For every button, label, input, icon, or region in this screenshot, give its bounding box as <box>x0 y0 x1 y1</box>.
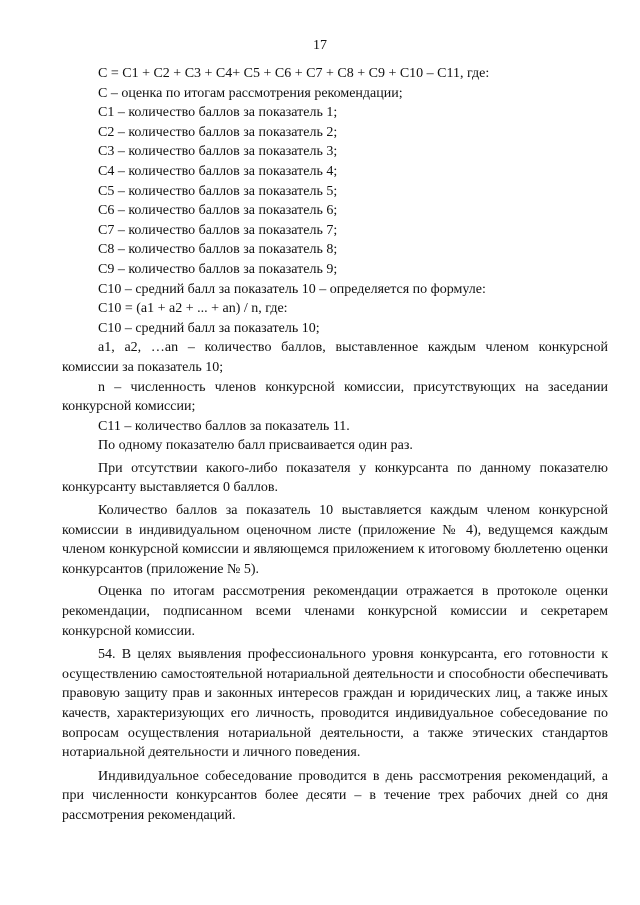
line-once: По одному показателю балл присваивается один раз. <box>98 438 413 454</box>
definition-line: С2 – количество баллов за показатель 2; <box>98 124 338 140</box>
formula-c: С = С1 + С2 + С3 + С4+ С5 + С6 + С7 + С8 + С9 + С10 – С11, где: <box>98 66 490 81</box>
definition-line: С1 – количество баллов за показатель 1; <box>98 105 338 121</box>
paragraph-n: n – численность членов конкурсной комиссии, присутствующих на заседании конкурсной комиссии; <box>62 379 608 415</box>
line-c11: С11 – количество баллов за показатель 11. <box>98 418 350 434</box>
page-number: 17 <box>313 38 327 53</box>
definition-line: С4 – количество баллов за показатель 4; <box>98 163 338 179</box>
definition-line: С – оценка по итогам рассмотрения рекомендации; <box>98 85 403 101</box>
definition-line: С10 – средний балл за показатель 10; <box>98 320 320 336</box>
definition-line: С9 – количество баллов за показатель 9; <box>98 261 338 277</box>
definition-line: С7 – количество баллов за показатель 7; <box>98 222 338 238</box>
paragraph-a: a1, a2, …an – количество баллов, выставленное каждым членом конкурсной комиссии за показатель 10; <box>62 340 608 375</box>
paragraph-interview: Индивидуальное собеседование проводится в день рассмотрения рекомендаций, а при численности конкурсантов более десяти – в течение трех рабочих дней со дня рассмотрения рекомендаций. <box>62 768 608 823</box>
paragraph-rating: Оценка по итогам рассмотрения рекомендации отражается в протоколе оценки рекомендации, подписанном всеми членами конкурсной комиссии и секретарем конкурсной комиссии. <box>62 584 608 639</box>
paragraph-absence: При отсутствии какого-либо показателя у конкурсанта по данному показателю конкурсанту выставляется 0 баллов. <box>62 460 608 496</box>
paragraph-count: Количество баллов за показатель 10 выставляется каждым членом конкурсной комиссии в индивидуальном оценочном листе (приложение № 4), ведущемся каждым членом конкурсной комиссии и являющемся приложением к итоговому бюллетеню оценки конкурсантов (приложение № 5). <box>62 503 608 577</box>
definition-line: С5 – количество баллов за показатель 5; <box>98 183 338 199</box>
definition-line: С3 – количество баллов за показатель 3; <box>98 144 338 160</box>
definition-line: С6 – количество баллов за показатель 6; <box>98 203 338 219</box>
paragraph-54: 54. В целях выявления профессионального уровня конкурсанта, его готовности к осуществлению самостоятельной нотариальной деятельности и способности обеспечивать правовую защиту прав и законных интересов граждан и юридических лиц, а также иных качеств, характеризующих его личность, проводится индивидуальное собеседование по вопросам осуществления нотариальной деятельности, а также этических стандартов нотариальной деятельности и личного поведения. <box>62 647 608 761</box>
formula-c10: С10 = (a1 + a2 + ... + an) / n, где: <box>98 301 288 317</box>
definition-line: С10 – средний балл за показатель 10 – определяется по формуле: <box>98 281 486 297</box>
document-body <box>62 64 608 826</box>
definition-line: С8 – количество баллов за показатель 8; <box>98 242 338 258</box>
